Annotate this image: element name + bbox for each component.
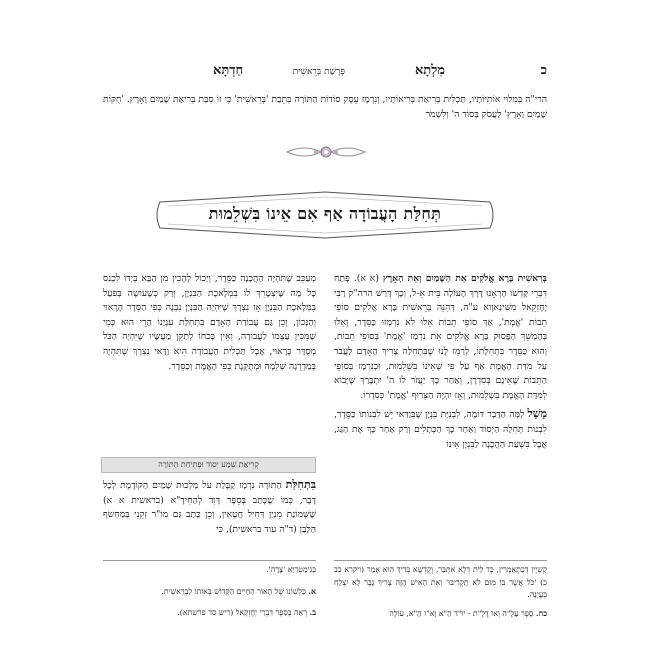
intro-paragraph — [103, 92, 547, 122]
subsection-header: קְרִיאַת שְׁמַע יְסוֹד וּפְתִיחַת הַתּוֹרָה — [101, 457, 316, 473]
paragraph-body: לָמָּה הַדָּבָר דּוֹמֶה, לִבְנִיַּת בִּנְיָן שֶׁבְּוַדַּאי יֵשׁ לִבְנוֹתוֹ כַּסֵּדֶר, לִבְנוֹת תְּחִלָּה הַיְסוֹד וְאַחַר כָּךְ הַכְּתָלִים וְרַק אַחַר כָּךְ אֶת הַגַּג, אֲבָל בִּשְׁעַת הַהֲכָנָה לַבִּנְיָן אֵינוֹ — [334, 409, 547, 450]
column-left-lower — [103, 478, 316, 537]
footnote — [103, 607, 316, 620]
book-title-left: חַדְתָּא — [213, 63, 244, 78]
book-title-right: מִלְתָא — [414, 63, 445, 78]
paragraph-body: הַתּוֹרָה נִרְמָז קַבָּלַת עֹל מַלְכוּת שָׁמַיִם הַקּוֹדֶמֶת לְכָל דָּבָר, כְּמוֹ שֶׁכָּתַב בְּסֵפֶר דָּוִד לְהַחִידָ"א (בראשית א א) שֶׁשְּׁמוֹנַת מִנְיַן דְּחִיל חֲטָאִין, וְכֵן כָּתַב גַּם מוֹ"ר זְקֵנִי בְּמַחְשׂף הַלָּבָן (ד"ה עוד בראשית), כִּי — [103, 480, 316, 535]
footnote-label: א. — [308, 586, 316, 596]
column-left — [103, 272, 316, 374]
paragraph-body: מְעַכֵּב שֶׁתִּהְיֶה הַהֲכָנָה כַּסֵּדֶר, וְיָכוֹל לְהָכִין מִן הַבָּא בְּיָדוֹ לִכְנֹס כָּל מַה שֶּׁיִּצְטָרֵךְ לוֹ בִּמְלֶאכֶת הַבִּנְיָן, וְרַק כְּשֶׁעוֹשֶׂה בְּפֹעַל בִּמְלֶאכֶת הַבִּנְיָן אָז נִצְרָךְ שֶׁיִּהְיֶה הַבִּנְיָן נִבְנֶה כְּפִי הַסֵּדֶר הָרָאוּי וְהַנָּכוֹן, וְכֵן גַּם עֲבוֹדַת הָאָדָם בִּתְחִלַּת עִנְיָנוֹ הֲרֵי הוּא כְּמִי שֶׁמֵּכִין עַצְמוֹ לַעֲבוֹדָה, וְאֵין בְּכֹחוֹ לְתַקֵּן מַעֲשָׂיו שֶׁיִּהְיֶה הַכֹּל מְסֻדָּר כָּרָאוּי, אֲבָל תַּכְלִית הָעֲבוֹדָה הִיא וַדַּאי נִצְרָךְ שֶׁתִּהְיֶה בְּמַדְרֵגָה שְׁלֵמָה וּמְתֻקֶּנֶת כְּפִי הָאֱמֶת וְכַסֵּדֶר. — [103, 273, 316, 372]
footnote-rule-right — [334, 560, 547, 561]
footnote-rule-left — [103, 560, 316, 561]
verse-lead: בְּרֵאשִׁית בָּרָא אֱלֹקִים אֵת הַשָּׁמַיִם וְאֵת הָאָרֶץ — [382, 273, 547, 284]
footnote — [103, 586, 316, 599]
paragraph-lead: בִּתְחִלַּת — [285, 478, 316, 491]
paragraph — [334, 407, 547, 452]
paragraph — [334, 272, 547, 403]
parasha-name: פָּרָשַׁת בְּרֵאשִׁית — [292, 67, 345, 77]
footnote-label: ב. — [309, 608, 316, 617]
column-right — [334, 272, 547, 452]
paragraph — [103, 478, 316, 537]
paragraph-body: פָּתַח דִּבְרֵי קָדְשׁוֹ הַרְאָנוּ דֶּרֶךְ הָעוֹלָה בֵּית אֵ-ל, וְכָךְ דָּרַשׁ הרה"ק רַבִּי יְחֶזְקֵאל מִשִּׁינַאוֶוא ע"ה, דְּהִנֵּה בְּרֵאשִׁית בָּרָא אֱלֹקִים סוֹפֵי תֵבוֹת 'אֱמֶת', אַךְ סוֹפֵי תֵבוֹת אֵלּוּ לֹא נִרְמְזוּ כַּסֵּדֶר, וְאֵלּוּ בְּהֶמְשֵׁךְ הַפָּסוּק בָּרָא אֱלֹקִים אֵת נִרְמָז 'אֱמֶת' בְּסוֹפֵי תֵבוֹת, וְהוּא כַּסֵּדֶר בִּתְחִלָּתוֹ, לְרַמֵּז לָנוּ שֶׁבִּתְחִלָּה צָרִיךְ הָאָדָם לַעֲבֹד עַל מִדַּת הָאֱמֶת אַף עַל פִּי שֶׁאֵינוֹ בִּשְׁלֵמוּת, וּכְנִרְמָז בְּסוֹפֵי הַתֵּבוֹת שֶׁאֵינָם בְּסִדְרָן, וְאַחַר כָּךְ יַעֲזֹר לוֹ ה' יִתְבָּרַךְ שֶׁיָּבוֹא לְמִדַּת הָאֱמֶת בִּשְׁלֵמוּת, וְאָז יִהְיֶה הַצֵּרוּף 'אֱמֶת' כְּסִדְרוֹ. — [334, 273, 547, 401]
footnotes-left — [103, 564, 316, 629]
footnote-text: כִּלְשׁוֹנוֹ שֶׁל הָאוֹר הַחַיִּים הַקָּדוֹשׁ בְּאוֹתוֹ לִבְרֵאשִׁית. — [161, 586, 306, 596]
footnote-text: קַשְׁיָין דְּכִתְאַמְּרִין, כְּד לֵית דְּלָא אִתְּבַּר, וְקֻדְשָׁא בְּרִיךְ הוּא אָמַר (ויקרא כב כ) 'כֹּל אֲשֶׁר בּוֹ מוּם לֹא תַקְרִיבוּ' וְאֵת הָאִישׁ הַזֶּה צָרִיךְ גֶּבֶר לָא יִצְלַח בְּעָיְנָהּ. — [334, 565, 547, 599]
footnotes-right — [334, 564, 547, 620]
paragraph-lead: מָשָׁל — [527, 407, 548, 421]
footnote-label: כח. — [535, 608, 547, 618]
footnote-text: בְּגִימַטְרִיָּא 'צָרָה'. — [266, 565, 316, 574]
page-number: כ — [540, 63, 547, 78]
verse-ref: (א א). — [353, 273, 379, 284]
ornament-divider — [285, 142, 367, 162]
section-title: תְּחִלַּת הָעֲבוֹדָה אַף אִם אֵינוֹ בִּשְׁלֵמוּת — [208, 204, 442, 223]
footnote-text: סֵפֶר עָלֶ"ה וְאוֹ דָלֶ"ת - יוּ"ד הֵ"א וָא"ו הֵ"א, עוֹלֶה — [389, 608, 534, 618]
footnote-text: רְאֵה בְּסֵפֶר דִּבְרֵי יְחֶזְקֵאל (ריש סד פרשתא). — [177, 608, 308, 617]
footnote — [334, 608, 547, 621]
intro-text: הרי"ה בְּמִלּוּי אוֹתִיּוֹתָיו, תַּכְלִית בְּרִיאַת בְּרִיאוֹתָיו, וְנִרְמָז עֵסֶק סוֹדוֹת הַתּוֹרָה בְּתֵבַת 'בְּרֵאשִׁית' כִּי זוֹ סִבַּת בְּרִיאַת שָׁמַיִם וָאָרֶץ. 'חֻקּוֹת שָׁמַיִם וָאָרֶץ' לַעֲסֹק בְּסוֹד ה' וְלִשְׁמֹר — [103, 94, 547, 120]
